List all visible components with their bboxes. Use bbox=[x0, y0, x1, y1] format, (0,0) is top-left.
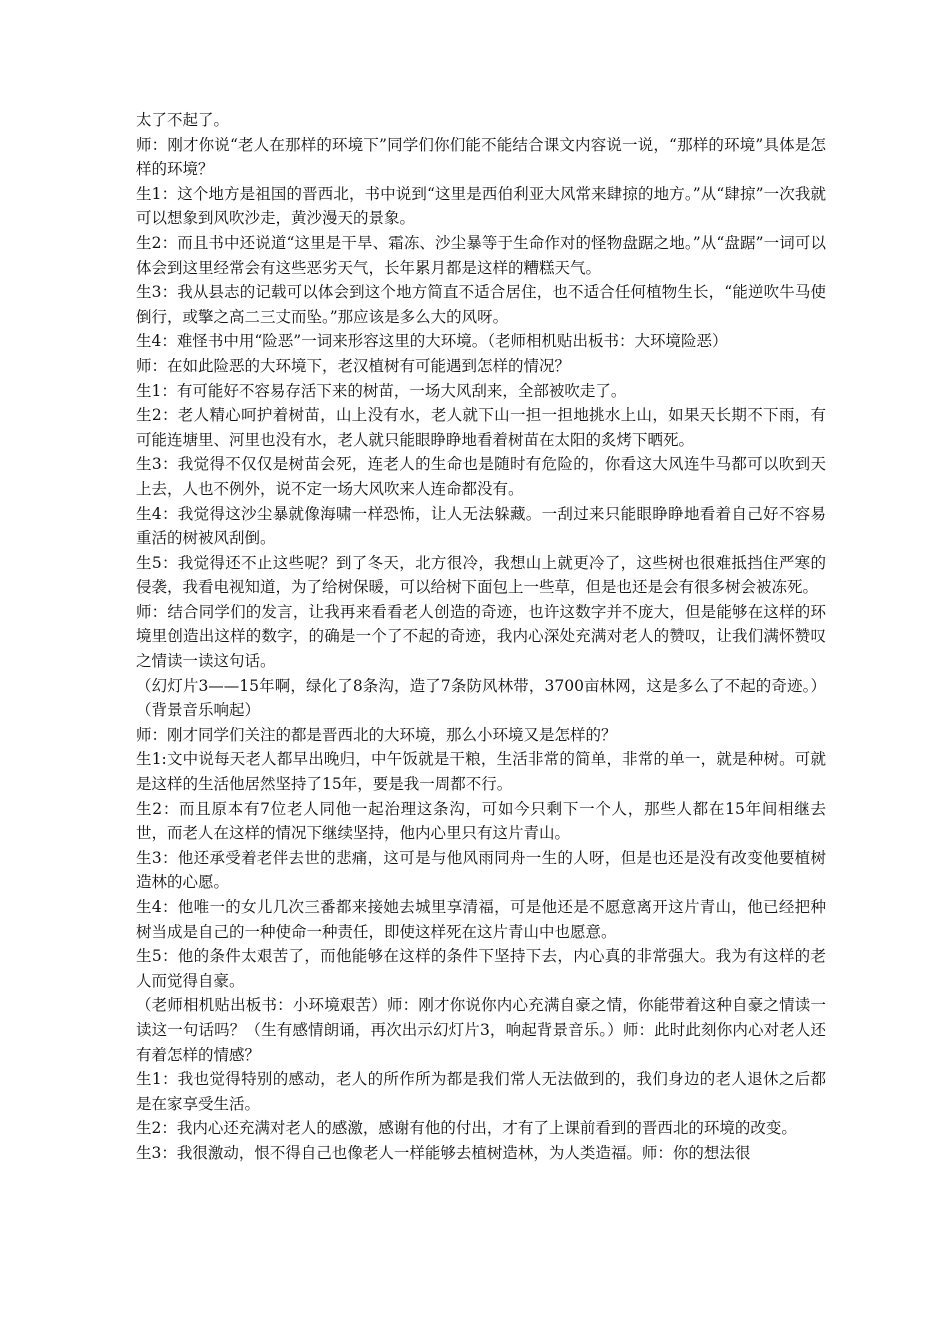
paragraph: （幻灯片3——15年啊，绿化了8条沟，造了7条防风林带，3700亩林网，这是多么了不起的奇迹。）（背景音乐响起） bbox=[136, 676, 826, 720]
paragraph: 生3：我觉得不仅仅是树苗会死，连老人的生命也是随时有危险的，你看这大风连牛马都可以吹到天上去，人也不例外，说不定一场大风吹来人连命都没有。 bbox=[136, 455, 826, 498]
paragraph: 生4：我觉得这沙尘暴就像海啸一样恐怖，让人无法躲藏。一刮过来只能眼睁睁地看着自己好不容易重活的树被风刮倒。 bbox=[136, 504, 826, 548]
paragraph: 师：结合同学们的发言，让我再来看看老人创造的奇迹，也许这数字并不庞大，但是能够在这样的环境里创造出这样的数字，的确是一个了不起的奇迹，我内心深处充满对老人的赞叹，让我们满怀赞叹之情读一读这句话。 bbox=[136, 602, 826, 671]
paragraph: 生2：老人精心呵护着树苗，山上没有水，老人就下山一担一担地挑水上山，如果天长期不下雨，有可能连塘里、河里也没有水，老人就只能眼睁睁地看着树苗在太阳的炙烤下晒死。 bbox=[136, 406, 826, 449]
paragraph: 生3：我很激动，恨不得自己也像老人一样能够去植树造林，为人类造福。师：你的想法很 bbox=[136, 1143, 751, 1162]
paragraph: 生5：他的条件太艰苦了，而他能够在这样的条件下坚持下去，内心真的非常强大。我为有这样的老人而觉得自豪。 bbox=[136, 947, 826, 990]
paragraph: 生1：这个地方是祖国的晋西北，书中说到“这里是西伯利亚大风常来肆掠的地方。”从“肆掠”一次我就可以想象到风吹沙走，黄沙漫天的景象。 bbox=[136, 184, 826, 228]
paragraph: （老师相机贴出板书：小环境艰苦）师：刚才你说你内心充满自豪之情，你能带着这种自豪之情读一读这一句话吗？（生有感情朗诵，再次出示幻灯片3，响起背景音乐。）师：此时此刻你内心对老人还有着怎样的情感？ bbox=[136, 996, 826, 1064]
paragraph: 师：在如此险恶的大环境下，老汉植树有可能遇到怎样的情况？ bbox=[136, 356, 571, 375]
paragraph: 太了不起了。 bbox=[136, 111, 230, 129]
paragraph: 生3：我从县志的记载可以体会到这个地方简直不适合居住，也不适合任何植物生长，“能逆吹牛马使倒行，或擎之高二三丈而坠。”那应该是多么大的风呀。 bbox=[136, 283, 826, 326]
paragraph: 生4：难怪书中用“险恶”一词来形容这里的大环境。（老师相机贴出板书：大环境险恶） bbox=[136, 332, 728, 351]
document-page bbox=[136, 108, 826, 1166]
paragraph: 师：刚才你说“老人在那样的环境下”同学们你们能不能结合课文内容说一说，“那样的环境”具体是怎样的环境？ bbox=[136, 135, 826, 179]
paragraph: 生2：而且书中还说道“这里是干旱、霜冻、沙尘暴等于生命作对的怪物盘踞之地。”从“盘踞”一词可以体会到这里经常会有这些恶劣天气，长年累月都是这样的糟糕天气。 bbox=[136, 233, 826, 277]
paragraph: 生2：而且原本有7位老人同他一起治理这条沟，可如今只剩下一个人，那些人都在15年间相继去世，而老人在这样的情况下继续坚持，他内心里只有这片青山。 bbox=[136, 799, 826, 843]
paragraph: 生3：他还承受着老伴去世的悲痛，这可是与他风雨同舟一生的人呀，但是也还是没有改变他要植树造林的心愿。 bbox=[136, 848, 826, 892]
paragraph: 生1：我也觉得特别的感动，老人的所作所为都是我们常人无法做到的，我们身边的老人退休之后都是在家享受生活。 bbox=[136, 1070, 826, 1113]
paragraph: 生4：他唯一的女儿几次三番都来接她去城里享清福，可是他还是不愿意离开这片青山，他已经把种树当成是自己的一种使命一种责任，即使这样死在这片青山中也愿意。 bbox=[136, 898, 826, 941]
paragraph: 生1：有可能好不容易存活下来的树苗，一场大风刮来，全部被吹走了。 bbox=[136, 381, 627, 400]
paragraph: 生5：我觉得还不止这些呢？到了冬天，北方很冷，我想山上就更冷了，这些树也很难抵挡住严寒的侵袭，我看电视知道，为了给树保暖，可以给树下面包上一些草，但是也还是会有很多树会被冻死。 bbox=[136, 553, 826, 597]
paragraph: 生1:文中说每天老人都早出晚归，中午饭就是干粮，生活非常的简单，非常的单一，就是种树。可就是这样的生活他居然坚持了15年，要是我一周都不行。 bbox=[136, 750, 826, 794]
paragraph: 师：刚才同学们关注的都是晋西北的大环境，那么小环境又是怎样的？ bbox=[136, 725, 617, 744]
paragraph: 生2：我内心还充满对老人的感激，感谢有他的付出，才有了上课前看到的晋西北的环境的改变。 bbox=[136, 1119, 797, 1138]
